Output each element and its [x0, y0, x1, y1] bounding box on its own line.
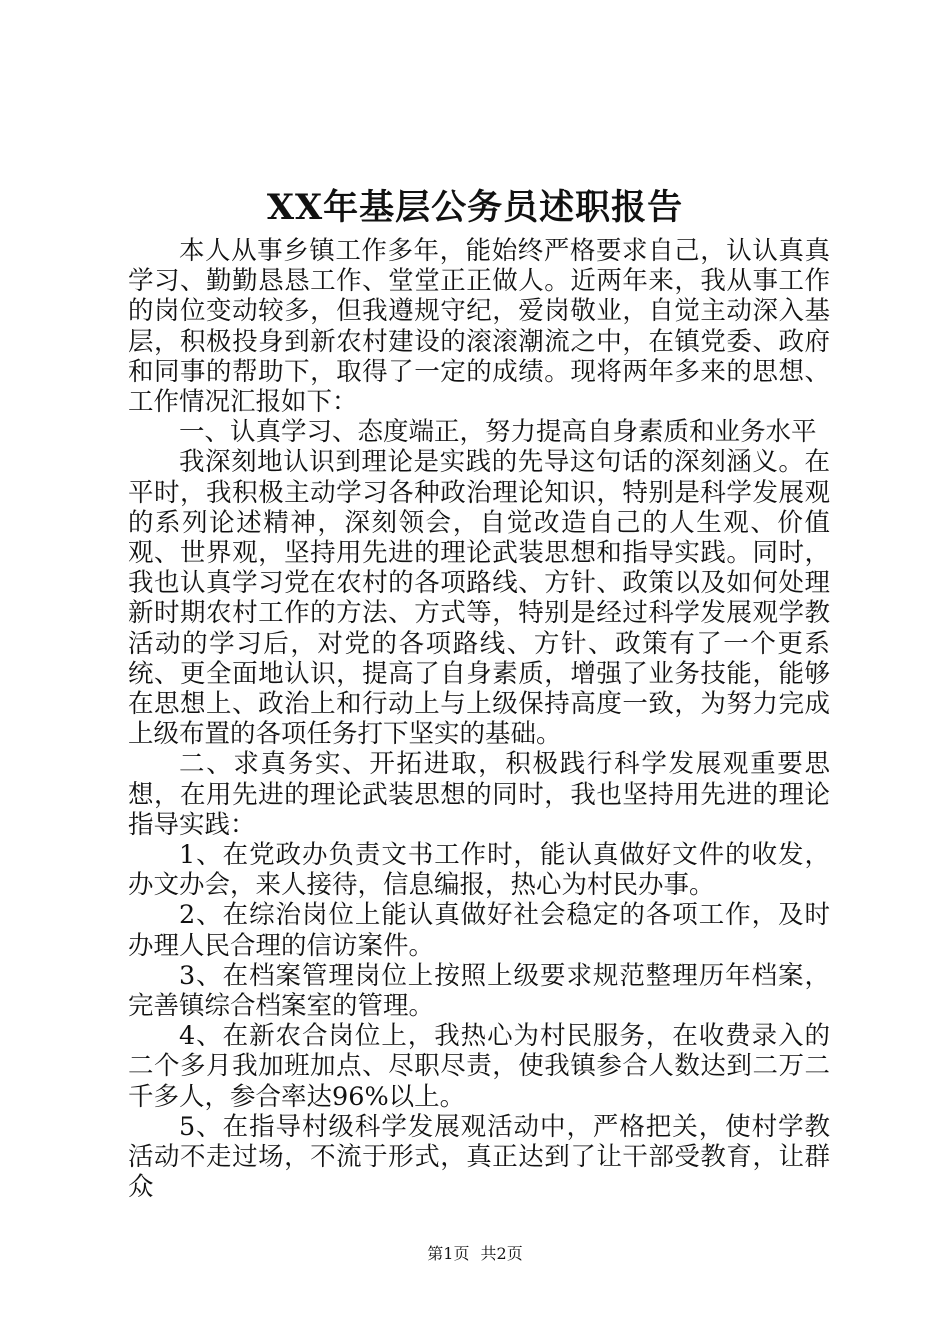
paragraph-section-1: 我深刻地认识到理论是实践的先导这句话的深刻涵义。在平时，我积极主动学习各种政治理论知识，特别是科学发展观的系列论述精神，深刻领会，自觉改造自己的人生观、价值观、世界观，坚持用先进的理论武装思想和指导实践。同时，我也认真学习党在农村的各项路线、方针、政策以及如何处理新时期农村工作的方法、方式等，特别是经过科学发展观学教活动的学习后，对党的各项路线、方针、政策有了一个更系统、更全面地认识，提高了自身素质，增强了业务技能，能够在思想上、政治上和行动上与上级保持高度一致，为努力完成上级布置的各项任务打下坚实的基础。	[128, 447, 830, 750]
list-item-4: 4、在新农合岗位上，我热心为村民服务，在收费录入的二个多月我加班加点、尽职尽责，使我镇参合人数达到二万二千多人，参合率达96%以上。	[128, 1021, 830, 1112]
section-heading-1: 一、认真学习、态度端正，努力提高自身素质和业务水平	[179, 417, 817, 448]
list-item-2: 2、在综治岗位上能认真做好社会稳定的各项工作，及时办理人民合理的信访案件。	[128, 900, 830, 961]
document-title: XX年基层公务员述职报告	[266, 187, 684, 228]
list-item-3: 3、在档案管理岗位上按照上级要求规范整理历年档案，完善镇综合档案室的管理。	[128, 960, 830, 1022]
list-item-1: 1、在党政办负责文书工作时，能认真做好文件的收发，办文办会，来人接待，信息编报，热心为村民办事。	[128, 840, 830, 901]
document-body	[128, 236, 830, 1203]
list-item-5: 5、在指导村级科学发展观活动中，严格把关，使村学教活动不走过场，不流于形式，真正达到了让干部受教育，让群众	[128, 1111, 830, 1203]
paragraph-intro: 本人从事乡镇工作多年，能始终严格要求自己，认认真真学习、勤勤恳恳工作、堂堂正正做人。近两年来，我从事工作的岗位变动较多，但我遵规守纪，爱岗敬业，自觉主动深入基层，积极投身到新农村建设的滚滚潮流之中，在镇党委、政府和同事的帮助下，取得了一定的成绩。现将两年多来的思想、工作情况汇报如下：	[128, 236, 830, 418]
page-footer: 第1页 共2页	[427, 1244, 523, 1263]
section-heading-2: 二、求真务实、开拓进取，积极践行科学发展观重要思想，在用先进的理论武装思想的同时，我也坚持用先进的理论指导实践：	[128, 749, 830, 840]
